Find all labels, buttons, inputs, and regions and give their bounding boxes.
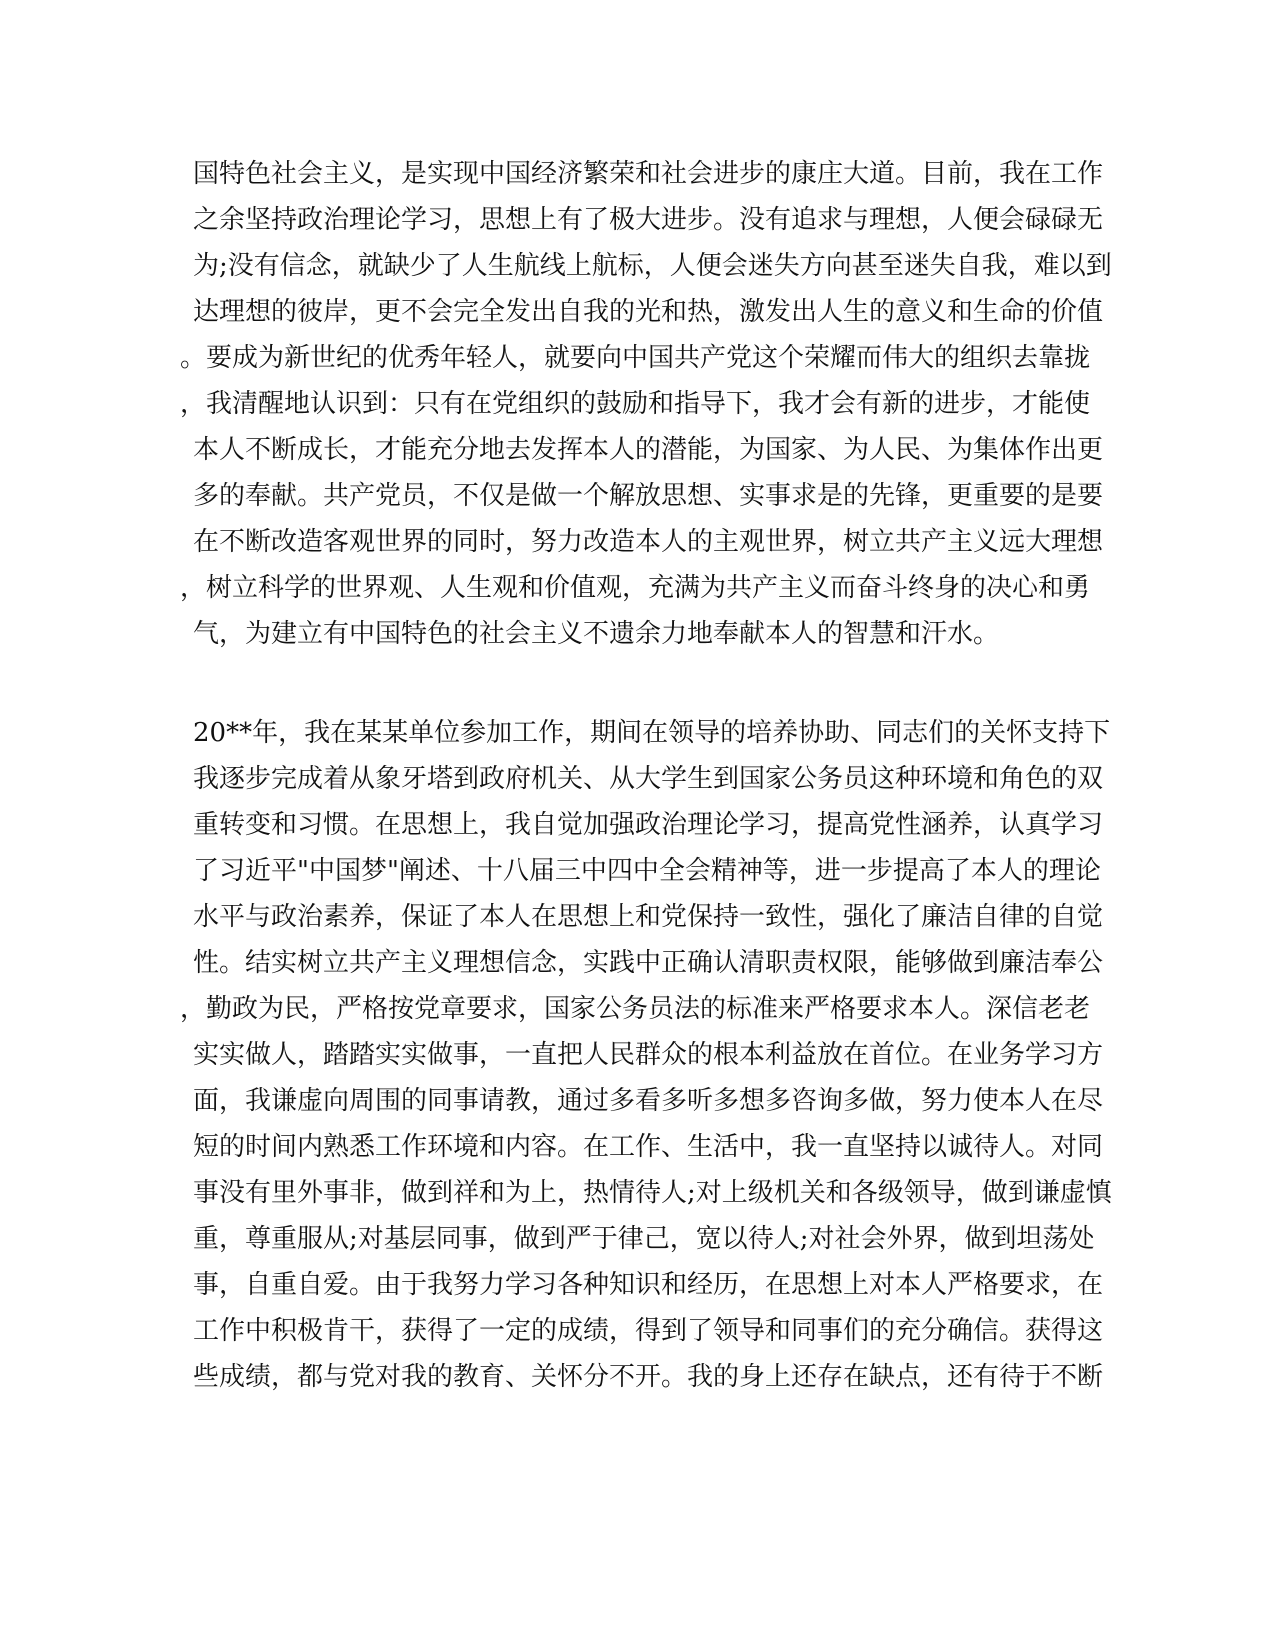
text-line: 之余坚持政治理论学习，思想上有了极大进步。没有追求与理想，人便会碌碌无 [193, 205, 1104, 235]
text-line: 重，尊重服从;对基层同事，做到严于律己，宽以待人;对社会外界，做到坦荡处 [193, 1224, 1095, 1254]
text-line: 。要成为新世纪的优秀年轻人，就要向中国共产党这个荣耀而伟大的组织去靠拢 [180, 343, 1091, 373]
text-line: 为;没有信念，就缺少了人生航线上航标，人便会迷失方向甚至迷失自我，难以到 [193, 251, 1112, 281]
text-line: 性。结实树立共产主义理想信念，实践中正确认清职责权限，能够做到廉洁奉公 [193, 948, 1104, 978]
text-line: 短的时间内熟悉工作环境和内容。在工作、生活中，我一直坚持以诚待人。对同 [193, 1132, 1104, 1162]
text-line: 面，我谦虚向周围的同事请教，通过多看多听多想多咨询多做，努力使本人在尽 [193, 1086, 1104, 1116]
text-line: 国特色社会主义，是实现中国经济繁荣和社会进步的康庄大道。目前，我在工作 [193, 159, 1104, 189]
text-line: 事没有里外事非，做到祥和为上，热情待人;对上级机关和各级领导，做到谦虚慎 [193, 1178, 1112, 1208]
text-line: 气，为建立有中国特色的社会主义不遗余力地奉献本人的智慧和汗水。 [193, 619, 1000, 649]
text-line: 我逐步完成着从象牙塔到政府机关、从大学生到国家公务员这种环境和角色的双 [193, 764, 1104, 794]
text-line: ，勤政为民，严格按党章要求，国家公务员法的标准来严格要求本人。深信老老 [180, 994, 1091, 1024]
text-line: ，我清醒地认识到：只有在党组织的鼓励和指导下，我才会有新的进步，才能使 [180, 389, 1091, 419]
text-line: 实实做人，踏踏实实做事，一直把人民群众的根本利益放在首位。在业务学习方 [193, 1040, 1104, 1070]
text-line: 本人不断成长，才能充分地去发挥本人的潜能，为国家、为人民、为集体作出更 [193, 435, 1104, 465]
text-line: 达理想的彼岸，更不会完全发出自我的光和热，激发出人生的意义和生命的价值 [193, 297, 1104, 327]
text-line: 20**年，我在某某单位参加工作，期间在领导的培养协助、同志们的关怀支持下 [193, 718, 1111, 748]
text-line: 多的奉献。共产党员，不仅是做一个解放思想、实事求是的先锋，更重要的是要 [193, 481, 1104, 511]
text-line: 些成绩，都与党对我的教育、关怀分不开。我的身上还存在缺点，还有待于不断 [193, 1362, 1104, 1392]
text-line: 事，自重自爱。由于我努力学习各种知识和经历，在思想上对本人严格要求，在 [193, 1270, 1104, 1300]
text-line: 在不断改造客观世界的同时，努力改造本人的主观世界，树立共产主义远大理想 [193, 527, 1104, 557]
text-line: ，树立科学的世界观、人生观和价值观，充满为共产主义而奋斗终身的决心和勇 [180, 573, 1091, 603]
text-line: 工作中积极肯干，获得了一定的成绩，得到了领导和同事们的充分确信。获得这 [193, 1316, 1104, 1346]
text-line: 重转变和习惯。在思想上，我自觉加强政治理论学习，提高党性涵养，认真学习 [193, 810, 1104, 840]
text-line: 了习近平"中国梦"阐述、十八届三中四中全会精神等，进一步提高了本人的理论 [193, 856, 1101, 886]
text-line: 水平与政治素养，保证了本人在思想上和党保持一致性，强化了廉洁自律的自觉 [193, 902, 1104, 932]
